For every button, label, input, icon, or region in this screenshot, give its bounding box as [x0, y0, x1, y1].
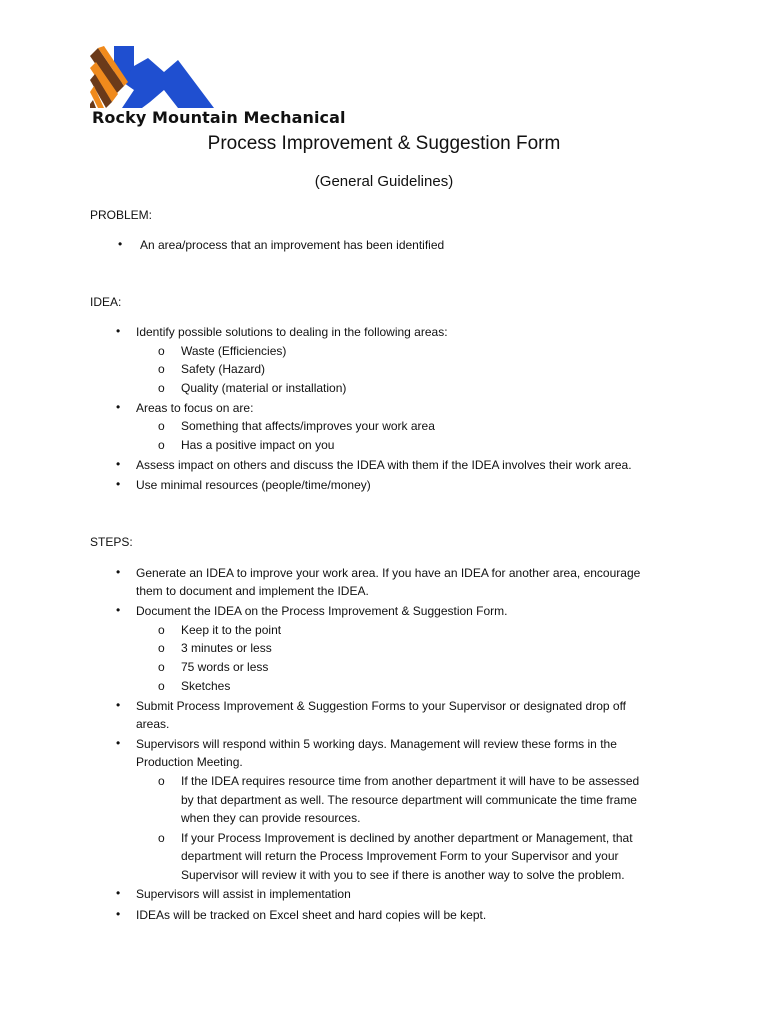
bullet-icon: • — [116, 400, 121, 414]
step-sub-line: by that department as well. The resource department will communicate the time frame — [181, 793, 637, 807]
step-line: Generate an IDEA to improve your work area. If you have an IDEA for another area, encourage — [136, 566, 641, 580]
step-sub-line: If the IDEA requires resource time from another department it will have to be assessed — [181, 774, 640, 788]
step-sub-line: Supervisor will review it with you to see if there is another way to solve the problem. — [181, 868, 625, 882]
bullet-icon: • — [116, 565, 121, 579]
sub-bullet-icon: o — [158, 831, 165, 845]
step-line: areas. — [136, 717, 170, 731]
form-subtitle: (General Guidelines) — [314, 173, 454, 190]
sub-bullet-icon: o — [158, 344, 165, 358]
bullet-icon: • — [116, 698, 121, 712]
bullet-icon: • — [118, 237, 123, 251]
bullet-icon: • — [116, 736, 121, 750]
sub-bullet-icon: o — [158, 381, 165, 395]
step-line: Submit Process Improvement & Suggestion Forms to your Supervisor or designated drop off — [136, 699, 627, 713]
step-sub-item: Keep it to the point — [181, 623, 282, 637]
sub-bullet-icon: o — [158, 438, 165, 452]
idea-sub-focus: Has a positive impact on you — [181, 438, 335, 452]
bullet-icon: • — [116, 886, 121, 900]
sub-bullet-icon: o — [158, 623, 165, 637]
idea-item: Areas to focus on are: — [136, 401, 254, 415]
company-name: Rocky Mountain Mechanical — [92, 108, 346, 127]
sub-bullet-icon: o — [158, 774, 165, 788]
sub-bullet-icon: o — [158, 679, 165, 693]
idea-sub-area: Waste (Efficiencies) — [181, 344, 287, 358]
sub-bullet-icon: o — [158, 419, 165, 433]
step-line: them to document and implement the IDEA. — [136, 584, 369, 598]
step-sub-item: 75 words or less — [181, 660, 269, 674]
idea-item: Use minimal resources (people/time/money) — [136, 478, 371, 492]
step-line: IDEAs will be tracked on Excel sheet and hard copies will be kept. — [136, 908, 487, 922]
step-line: Supervisors will respond within 5 working days. Management will review these forms in the — [136, 737, 617, 751]
rocky-mountain-mechanical-logo-icon — [90, 46, 214, 108]
step-line: Production Meeting. — [136, 755, 243, 769]
sub-bullet-icon: o — [158, 660, 165, 674]
idea-sub-area: Safety (Hazard) — [181, 362, 266, 376]
step-sub-line: If your Process Improvement is declined by another department or Management, that — [181, 831, 633, 845]
sub-bullet-icon: o — [158, 362, 165, 376]
idea-heading: IDEA: — [90, 295, 122, 309]
idea-item: Assess impact on others and discuss the IDEA with them if the IDEA involves their work area. — [136, 458, 632, 472]
sub-bullet-icon: o — [158, 641, 165, 655]
step-sub-item: Sketches — [181, 679, 231, 693]
idea-sub-area: Quality (material or installation) — [181, 381, 347, 395]
idea-sub-focus: Something that affects/improves your work area — [181, 419, 435, 433]
problem-heading: PROBLEM: — [90, 208, 153, 222]
bullet-icon: • — [116, 907, 121, 921]
step-line: Supervisors will assist in implementation — [136, 887, 351, 901]
step-sub-line: department will return the Process Improvement Form to your Supervisor and your — [181, 849, 619, 863]
idea-item: Identify possible solutions to dealing in the following areas: — [136, 325, 448, 339]
bullet-icon: • — [116, 477, 121, 491]
bullet-icon: • — [116, 603, 121, 617]
form-title: Process Improvement & Suggestion Form — [207, 133, 561, 154]
step-sub-item: 3 minutes or less — [181, 641, 272, 655]
bullet-icon: • — [116, 457, 121, 471]
problem-item: An area/process that an improvement has been identified — [140, 238, 445, 252]
step-sub-line: when they can provide resources. — [181, 811, 361, 825]
step-line: Document the IDEA on the Process Improvement & Suggestion Form. — [136, 604, 508, 618]
steps-heading: STEPS: — [90, 535, 133, 549]
bullet-icon: • — [116, 324, 121, 338]
